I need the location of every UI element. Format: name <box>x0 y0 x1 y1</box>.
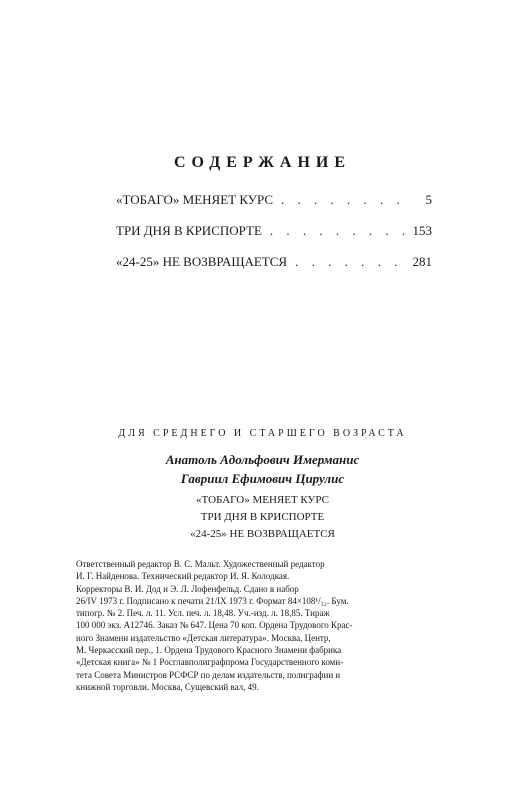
book-title: «24-25» НЕ ВОЗВРАЩАЕТСЯ <box>190 528 335 540</box>
publication-details-line: Ответственный редактор В. С. Мальт. Художественный редактор <box>76 559 325 569</box>
publication-details-line: тета Совета Министров РСФСР по делам издательств, полиграфии и <box>76 669 341 680</box>
authors-block <box>0 450 525 488</box>
contents-leader-dots <box>262 223 408 239</box>
contents-item <box>116 223 432 254</box>
publication-details-line: И. Г. Найденова. Технический редактор И. Я. Колодкая. <box>76 571 290 582</box>
publication-details <box>76 558 462 693</box>
publication-details-line: книжной торговли. Москва, Сущевский вал, 49. <box>76 681 259 692</box>
contents-item <box>116 192 432 223</box>
publication-details-line: ного Знамени издательство «Детская литература». Москва, Центр, <box>76 632 331 643</box>
contents-item-title: «ТОБАГО» МЕНЯЕТ КУРС <box>116 192 274 207</box>
contents-item-page: 281 <box>412 254 432 269</box>
author-name: Анатоль Адольфович Имерманис <box>165 452 360 467</box>
contents-item-page: 5 <box>425 192 432 207</box>
contents-item <box>116 254 432 285</box>
publication-details-line: 100 000 экз. А12746. Заказ № 647. Цена 70 коп. Ордена Трудового Крас- <box>76 620 353 631</box>
contents-item-title: «24-25» НЕ ВОЗВРАЩАЕТСЯ <box>116 254 288 269</box>
publication-details-line: типогр. № 2. Печ. л. 11. Усл. печ. л. 18,48. Уч.-изд. л. 18,85. Тираж <box>76 608 330 619</box>
contents-heading: СОДЕРЖАНИЕ <box>173 154 352 171</box>
contents-item-page: 153 <box>412 223 432 238</box>
publication-details-line: М. Черкасский пер., 1. Ордена Трудового Красного Знамени фабрика <box>76 645 342 656</box>
publication-details-line: «Детская книга» № 1 Росглавполиграфпрома Государственного коми- <box>76 657 344 668</box>
publication-details-line: Корректоры В. И. Дод и Э. Л. Лофенфельд. Сдано в набор <box>76 583 299 594</box>
book-titles-block <box>0 492 525 543</box>
author-name: Гавриил Ефимович Цирулис <box>180 471 345 486</box>
age-recommendation: ДЛЯ СРЕДНЕГО И СТАРШЕГО ВОЗРАСТА <box>118 428 407 439</box>
publication-details-line: 26/IV 1973 г. Подписано к печати 21/IX 1973 г. Формат 84×108¹/₃₂. Бум. <box>76 595 349 606</box>
contents-leader-dots <box>273 192 408 208</box>
contents-list <box>116 192 432 285</box>
contents-item-title: ТРИ ДНЯ В КРИСПОРТЕ <box>116 223 262 238</box>
book-title: ТРИ ДНЯ В КРИСПОРТЕ <box>200 511 325 523</box>
contents-leader-dots <box>287 254 408 270</box>
book-title: «ТОБАГО» МЕНЯЕТ КУРС <box>196 494 329 506</box>
